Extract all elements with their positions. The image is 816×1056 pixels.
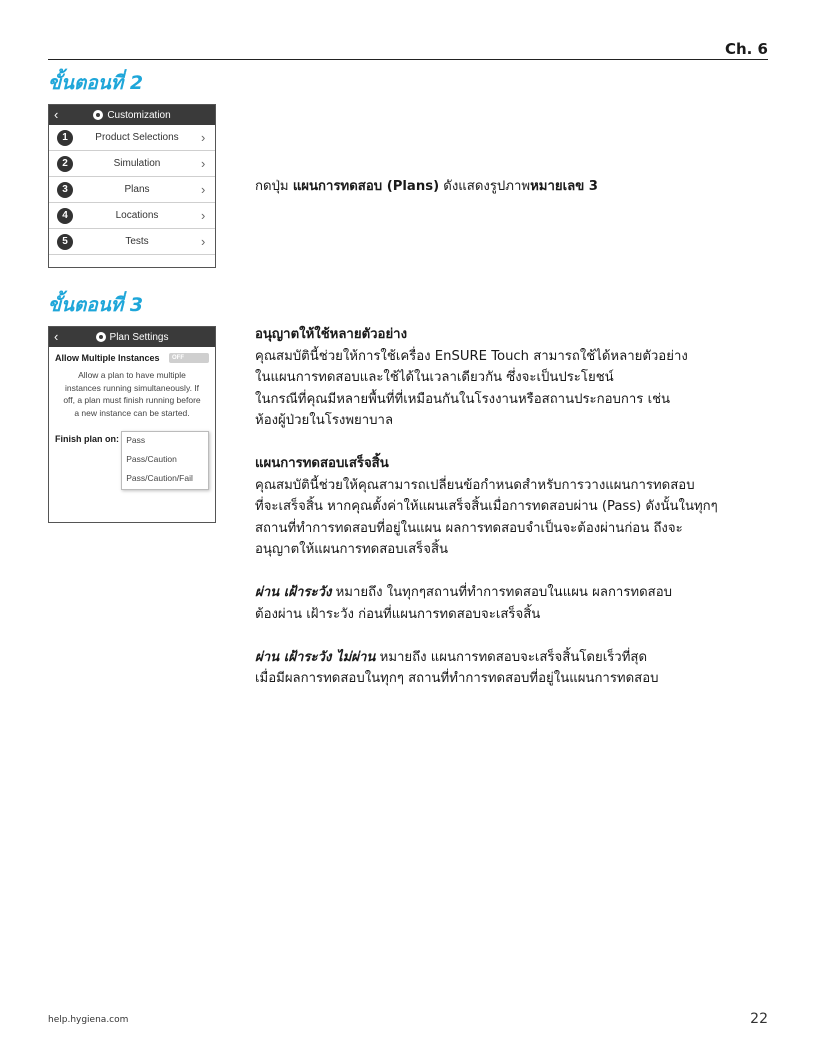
footer-url: help.hygiena.com: [48, 1015, 129, 1025]
step3-title: ขั้นตอนที่ 3: [48, 294, 144, 316]
number-badge: 4: [57, 208, 73, 224]
description-line: a new instance can be started.: [74, 407, 190, 418]
step3-body: [255, 324, 718, 690]
number-badge: 1: [57, 130, 73, 146]
menu-item-label: Plans: [124, 184, 150, 195]
paragraph-line: คุณสมบัตินี้ช่วยให้การใช้เครื่อง EnSURE Touch สามารถใช้ได้หลายตัวอย่าง: [255, 348, 688, 364]
menu-item-tests: [49, 229, 215, 255]
term-pass-caution: ผ่าน เฝ้าระวัง: [255, 585, 332, 600]
chevron-right-icon: ›: [201, 182, 206, 197]
plan-settings-screenshot: [48, 326, 216, 523]
back-arrow-icon: ‹: [54, 329, 59, 344]
step2-instruction: [255, 176, 598, 198]
option-pass-caution: Pass/Caution: [126, 454, 177, 464]
chevron-right-icon: ›: [201, 208, 206, 223]
hygiena-logo-icon: [96, 332, 106, 342]
menu-item-product-selections: [49, 125, 215, 151]
number-badge: 3: [57, 182, 73, 198]
allow-multiple-label: Allow Multiple Instances: [55, 353, 160, 363]
plan-settings-title-bar: [49, 327, 215, 347]
paragraph-line: สถานที่ทำการทดสอบที่อยู่ในแผน ผลการทดสอบจำเป็นจะต้องผ่านก่อน ถึงจะ: [255, 520, 683, 536]
instruction-text: กดปุ่ม: [255, 179, 293, 194]
term-pass-caution-fail: ผ่าน เฝ้าระวัง ไม่ผ่าน: [255, 649, 376, 665]
section-heading-finish: แผนการทดสอบเสร็จสิ้น: [255, 456, 389, 471]
header-rule: [48, 59, 768, 60]
menu-item-locations: [49, 203, 215, 229]
finish-plan-label: Finish plan on:: [55, 434, 119, 444]
chevron-right-icon: ›: [201, 156, 206, 171]
menu-item-label: Product Selections: [95, 132, 179, 143]
number-badge: 2: [57, 156, 73, 172]
customization-screenshot: [48, 104, 216, 268]
paragraph-line: เมื่อมีผลการทดสอบในทุกๆ สถานที่ทำการทดสอบที่อยู่ในแผนการทดสอบ: [255, 671, 659, 686]
description-line: instances running simultaneously. If: [64, 382, 200, 393]
screen-title: Customization: [107, 109, 171, 121]
back-arrow-icon: ‹: [54, 107, 59, 122]
menu-item-label: Simulation: [113, 158, 161, 169]
chevron-right-icon: ›: [201, 130, 206, 145]
finish-plan-row: [49, 423, 215, 496]
instruction-text: ดังแสดงรูปภาพ: [439, 179, 531, 194]
allow-multiple-row: [49, 347, 215, 365]
finish-plan-dropdown: [121, 431, 209, 490]
screen-title: Plan Settings: [109, 331, 169, 343]
allow-multiple-description: [49, 365, 215, 423]
menu-item-simulation: [49, 151, 215, 177]
menu-item-plans: [49, 177, 215, 203]
paragraph-line: หมายถึง ในทุกๆสถานที่ทำการทดสอบในแผน ผลการทดสอบ: [331, 585, 673, 600]
paragraph-line: ที่จะเสร็จสิ้น หากคุณตั้งค่าให้แผนเสร็จสิ้นเมื่อการทดสอบผ่าน (Pass) ดังนั้นในทุกๆ: [255, 499, 718, 514]
option-pass: Pass: [126, 435, 146, 445]
number-badge: 5: [57, 234, 73, 250]
menu-item-label: Tests: [125, 236, 149, 247]
paragraph-line: อนุญาตให้แผนการทดสอบเสร็จสิ้น: [255, 542, 449, 557]
step2-title: ขั้นตอนที่ 2: [48, 72, 144, 94]
customization-title-bar: [49, 105, 215, 125]
hygiena-logo-icon: [93, 110, 103, 120]
paragraph-line: ห้องผู้ป่วยในโรงพยาบาล: [255, 413, 394, 428]
page-number: 22: [750, 1011, 768, 1027]
option-pass-caution-fail: Pass/Caution/Fail: [126, 473, 193, 483]
figure-number: หมายเลข 3: [530, 179, 598, 194]
plans-button-name: แผนการทดสอบ (Plans): [292, 179, 440, 194]
chevron-right-icon: ›: [201, 234, 206, 249]
description-line: off, a plan must finish running before: [63, 395, 201, 405]
allow-multiple-toggle: OFF: [169, 353, 209, 363]
description-line: Allow a plan to have multiple: [78, 370, 186, 380]
paragraph-line: ต้องผ่าน เฝ้าระวัง ก่อนที่แผนการทดสอบจะเสร็จสิ้น: [255, 606, 541, 622]
paragraph-line: ในกรณีที่คุณมีหลายพื้นที่ที่เหมือนกันในโรงงานหรือสถานประกอบการ เช่น: [255, 391, 671, 407]
section-heading-multiple: อนุญาตให้ใช้หลายตัวอย่าง: [255, 327, 408, 342]
paragraph-line: หมายถึง แผนการทดสอบจะเสร็จสิ้นโดยเร็วที่สุด: [375, 649, 648, 665]
menu-item-label: Locations: [115, 210, 159, 221]
chapter-label: Ch. 6: [724, 40, 768, 58]
paragraph-line: คุณสมบัตินี้ช่วยให้คุณสามารถเปลี่ยนข้อกำหนดสำหรับการวางแผนการทดสอบ: [255, 477, 695, 493]
paragraph-line: ในแผนการทดสอบและใช้ได้ในเวลาเดียวกัน ซึ่งจะเป็นประโยชน์: [255, 370, 614, 385]
